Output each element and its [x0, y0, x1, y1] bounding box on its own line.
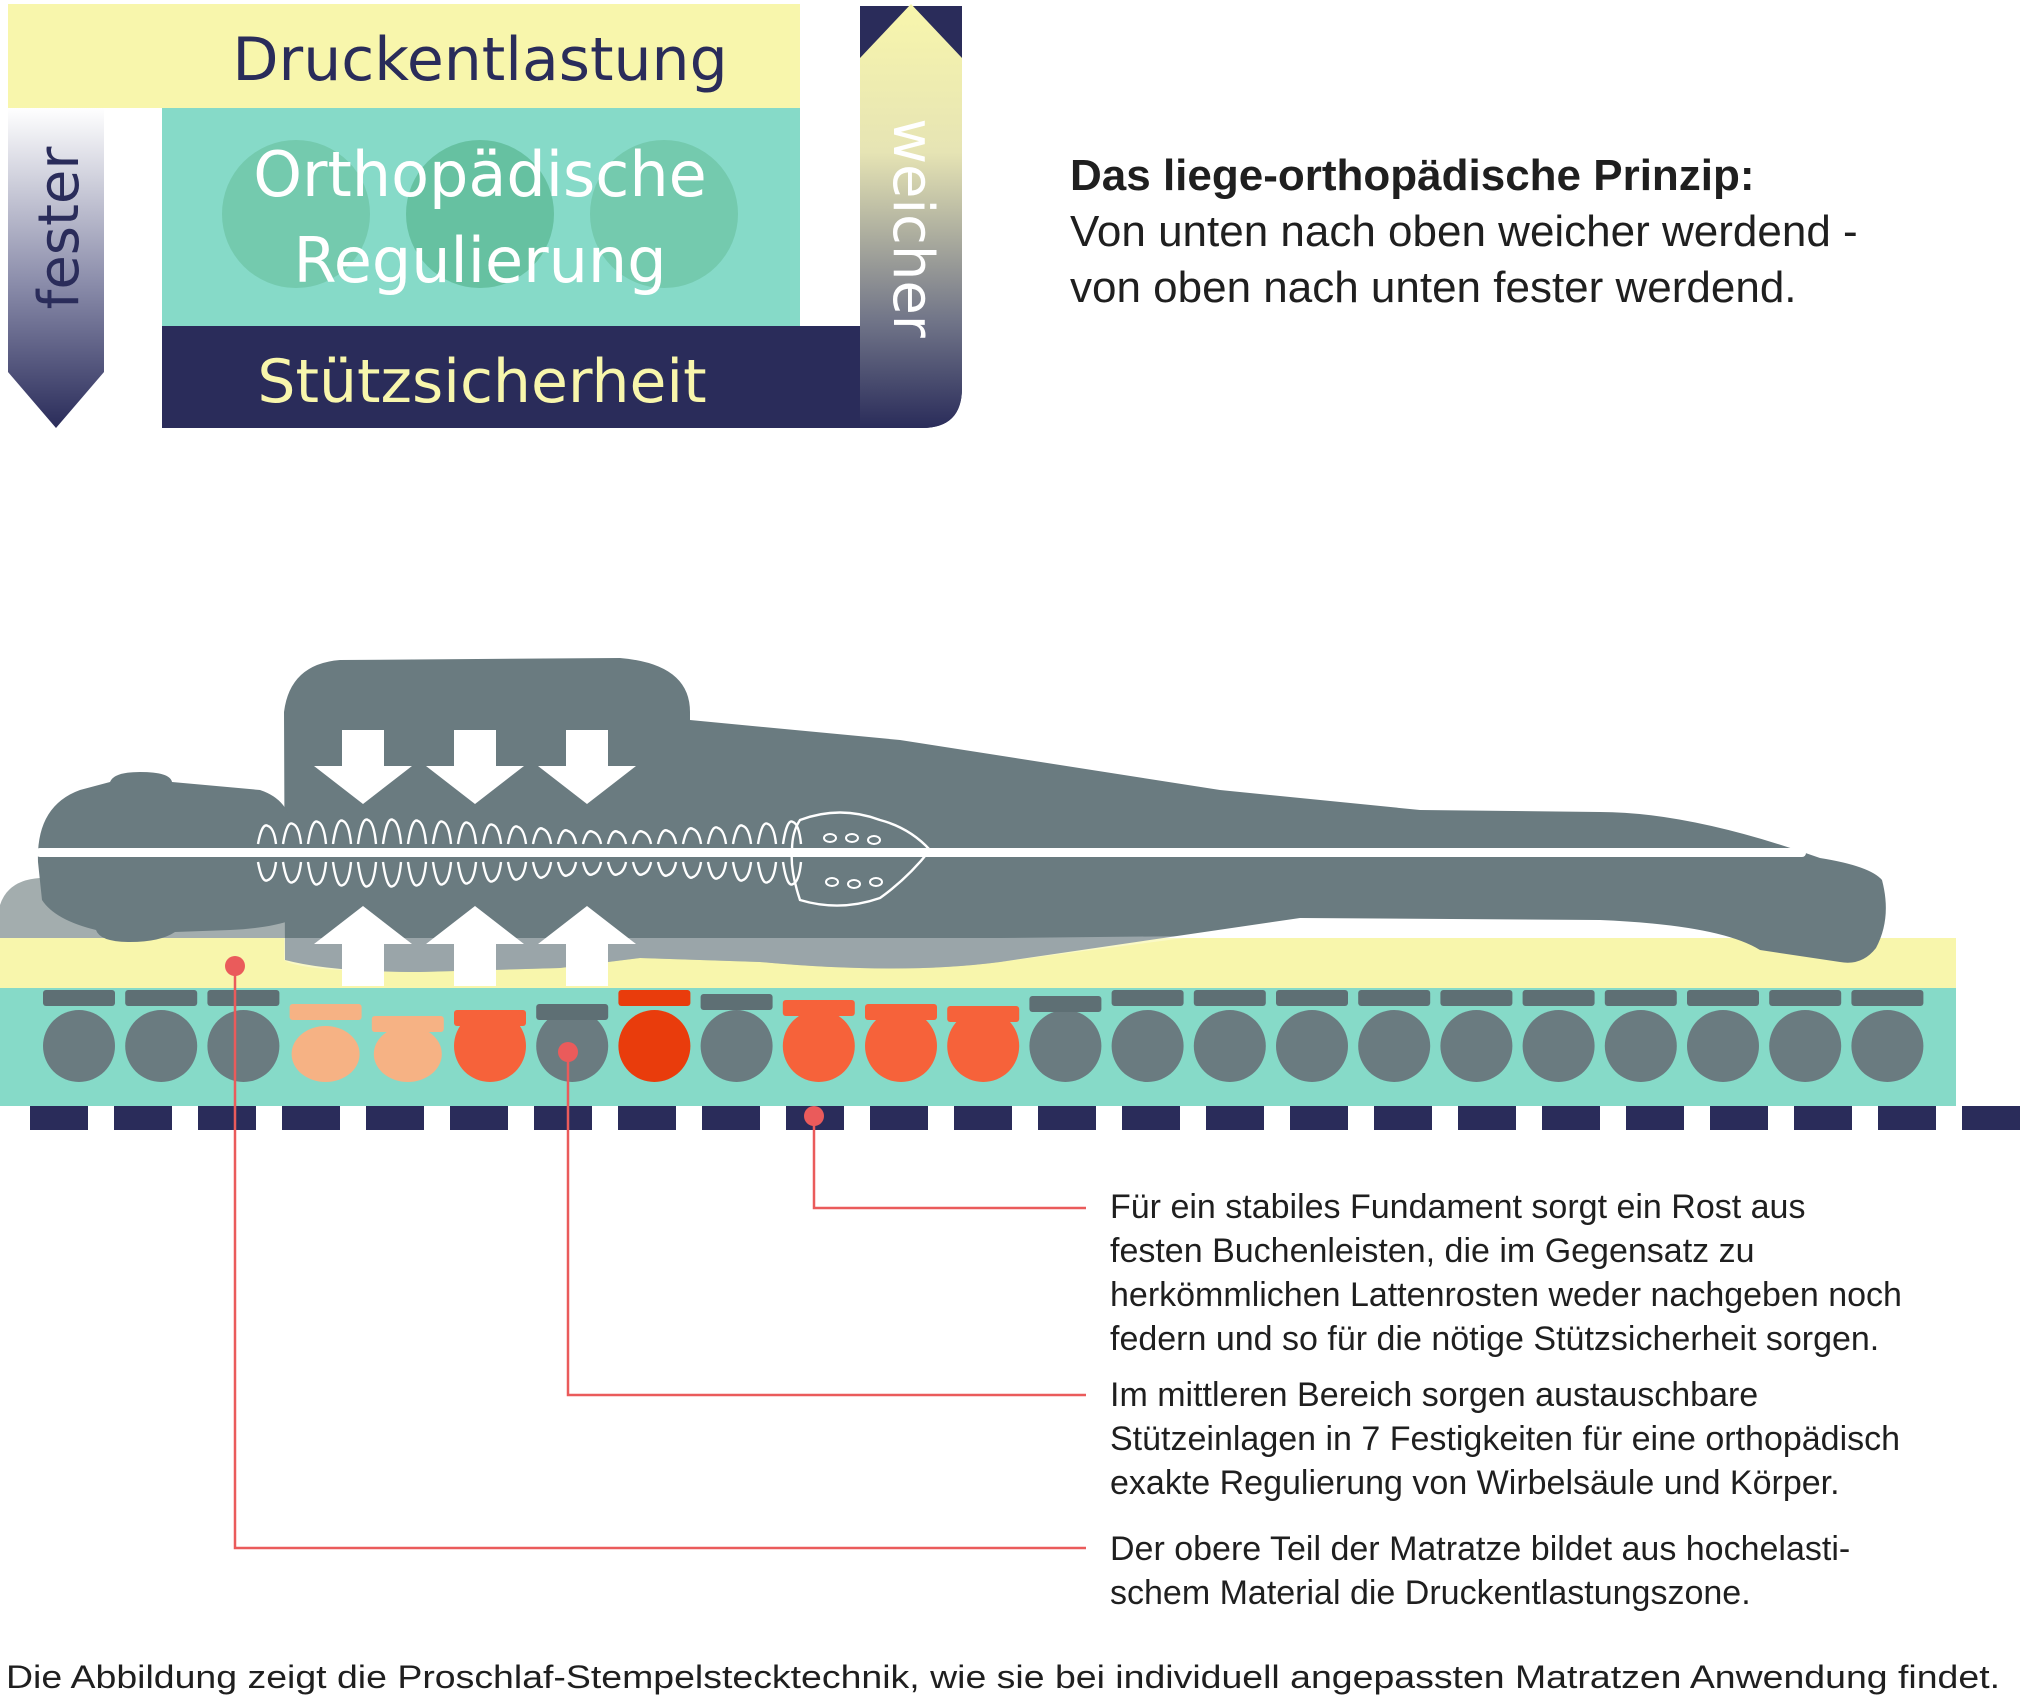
beech-slat	[366, 1106, 424, 1130]
callout-dot-inserts	[558, 1042, 578, 1062]
insert-cap	[783, 1000, 855, 1016]
callout-inserts	[1110, 1376, 1900, 1502]
insert-cap	[947, 1006, 1019, 1022]
insert-cap	[125, 990, 197, 1006]
support-insert	[618, 1010, 690, 1082]
footer-caption: Die Abbildung zeigt die Proschlaf-Stempelstecktechnik, wie sie bei individuell angepassten Matratzen Anwendung findet.	[6, 1659, 2001, 1695]
support-insert	[1112, 1010, 1184, 1082]
pressure-arrows-down	[314, 730, 636, 804]
beech-slat	[1290, 1106, 1348, 1130]
support-insert	[125, 1010, 197, 1082]
beech-slat	[1710, 1106, 1768, 1130]
callout-dot-comfort	[225, 956, 245, 976]
person-silhouette-icon	[284, 658, 1886, 972]
support-insert	[292, 1026, 360, 1082]
insert-cap	[1605, 990, 1677, 1006]
beech-slat	[30, 1106, 88, 1130]
top-layer-label: Druckentlastung	[232, 25, 728, 95]
callout-comfort	[1110, 1530, 1850, 1612]
insert-cap	[1687, 990, 1759, 1006]
support-insert	[1687, 1010, 1759, 1082]
insert-cap	[1029, 996, 1101, 1012]
callout-text: schem Material die Druckentlastungszone.	[1110, 1574, 1751, 1612]
callout-slats	[1110, 1188, 1902, 1358]
support-insert	[865, 1010, 937, 1082]
beech-slat	[1878, 1106, 1936, 1130]
support-insert	[1440, 1010, 1512, 1082]
mattress-illustration	[0, 658, 2020, 1130]
principle-text	[1070, 151, 1858, 312]
callout-text: Für ein stabiles Fundament sorgt ein Rost aus	[1110, 1188, 1806, 1226]
beech-slat	[1626, 1106, 1684, 1130]
beech-slat	[1794, 1106, 1852, 1130]
pressure-relief-corner	[8, 4, 104, 108]
support-insert	[1276, 1010, 1348, 1082]
insert-cap	[1769, 990, 1841, 1006]
beech-slat	[114, 1106, 172, 1130]
insert-cap	[1851, 990, 1923, 1006]
beech-slat	[1122, 1106, 1180, 1130]
support-insert	[43, 1010, 115, 1082]
layer-principle-box	[8, 4, 962, 428]
support-insert	[783, 1010, 855, 1082]
softer-label: weicher	[880, 118, 945, 338]
principle-line-1: Von unten nach oben weicher werdend -	[1070, 207, 1858, 256]
insert-cap	[454, 1010, 526, 1026]
callout-dot-slats	[804, 1106, 824, 1126]
insert-cap	[618, 990, 690, 1006]
middle-layer-label-1: Orthopädische	[253, 138, 707, 211]
support-insert	[701, 1010, 773, 1082]
support-insert	[1358, 1010, 1430, 1082]
beech-slat	[450, 1106, 508, 1130]
insert-cap	[1523, 990, 1595, 1006]
insert-cap	[865, 1004, 937, 1020]
beech-slat	[534, 1106, 592, 1130]
callout-text: Der obere Teil der Matratze bildet aus hochelasti-	[1110, 1530, 1851, 1568]
insert-cap	[43, 990, 115, 1006]
callout-text: federn und so für die nötige Stützsicherheit sorgen.	[1110, 1320, 1880, 1358]
beech-slat	[954, 1106, 1012, 1130]
support-insert	[1029, 1010, 1101, 1082]
insert-cap	[372, 1016, 444, 1032]
support-arrows-up	[314, 906, 636, 986]
support-insert	[1769, 1010, 1841, 1082]
beech-slat	[1374, 1106, 1432, 1130]
insert-cap	[701, 994, 773, 1010]
support-insert	[207, 1010, 279, 1082]
callout-text: Im mittleren Bereich sorgen austauschbare	[1110, 1376, 1759, 1414]
firmer-label: fester	[27, 146, 92, 310]
support-insert	[1194, 1010, 1266, 1082]
beech-slat	[198, 1106, 256, 1130]
insert-cap	[1440, 990, 1512, 1006]
callout-line-slats	[814, 1118, 1086, 1208]
callout-text: festen Buchenleisten, die im Gegensatz zu	[1110, 1232, 1755, 1270]
beech-slat	[618, 1106, 676, 1130]
callout-text: exakte Regulierung von Wirbelsäule und Körper.	[1110, 1464, 1840, 1502]
bottom-layer-label: Stützsicherheit	[257, 347, 707, 417]
insert-cap	[290, 1004, 362, 1020]
beech-slat	[1962, 1106, 2020, 1130]
beech-slat	[870, 1106, 928, 1130]
insert-cap	[1276, 990, 1348, 1006]
beech-slat	[1542, 1106, 1600, 1130]
support-insert	[1523, 1010, 1595, 1082]
principle-title: Das liege-orthopädische Prinzip:	[1070, 151, 1755, 200]
insert-cap	[1194, 990, 1266, 1006]
principle-line-2: von oben nach unten fester werdend.	[1070, 263, 1797, 312]
beech-slat	[1458, 1106, 1516, 1130]
box-gap	[104, 108, 162, 326]
beech-slats	[30, 1106, 2020, 1130]
spine-line	[36, 848, 1806, 857]
insert-cap	[1358, 990, 1430, 1006]
insert-cap	[207, 990, 279, 1006]
beech-slat	[282, 1106, 340, 1130]
callout-text: herkömmlichen Lattenrosten weder nachgeben noch	[1110, 1276, 1902, 1314]
support-insert	[1851, 1010, 1923, 1082]
middle-layer-label-2: Regulierung	[293, 224, 667, 297]
callout-text: Stützeinlagen in 7 Festigkeiten für eine orthopädisch	[1110, 1420, 1901, 1458]
beech-slat	[1038, 1106, 1096, 1130]
beech-slat	[702, 1106, 760, 1130]
insert-cap	[536, 1004, 608, 1020]
support-insert	[1605, 1010, 1677, 1082]
support-insert	[374, 1026, 442, 1082]
beech-slat	[1206, 1106, 1264, 1130]
insert-cap	[1112, 990, 1184, 1006]
